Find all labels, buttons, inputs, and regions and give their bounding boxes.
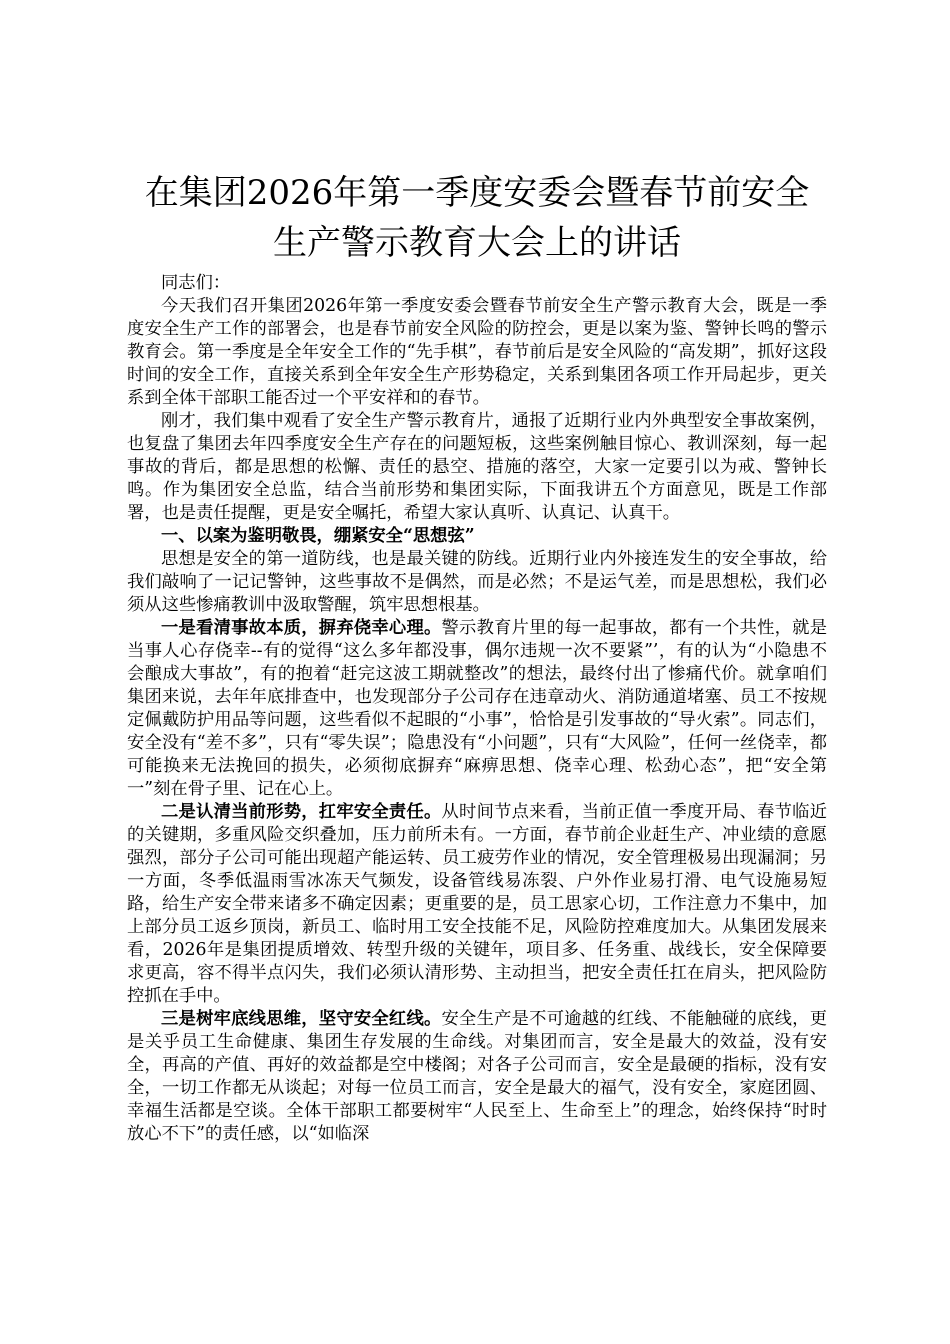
paragraph-point-2 [127, 801, 827, 1008]
document-body [127, 272, 827, 1146]
document-title [127, 168, 827, 268]
point-3-text: 安全生产是不可逾越的红线、不能触碰的底线，更是关乎员工生命健康、集团生存发展的生命线。对集团而言，安全是最大的效益，没有安全，再高的产值、再好的效益都是空中楼阁；对各子公司而言，安全是最硬的指标，没有安全，一切工作都无从谈起；对每一位员工而言，安全是最大的福气，没有安全，家庭团圆、幸福生活都是空谈。全体干部职工都要树牢“人民至上、生命至上”的理念，始终保持“时时放心不下”的责任感，以“如临深 [127, 1009, 827, 1144]
document-page [127, 168, 827, 1146]
paragraph-point-1 [127, 617, 827, 801]
point-1-text: 警示教育片里的每一起事故，都有一个共性，就是当事人心存侥幸--有的觉得“这么多年都没事，偶尔违规一次不要紧”’，有的认为“小隐患不会酿成大事故”，有的抱着“赶完这波工期就整改”的想法，最终付出了惨痛代价。就拿咱们集团来说，去年年底排查中，也发现部分子公司存在违章动火、消防通道堵塞、员工不按规定佩戴防护用品等问题，这些看似不起眼的“小事”，恰恰是引发事故的“导火索”。同志们，安全没有“差不多”，只有“零失误”；隐患没有“小问题”，只有“大风险”，任何一丝侥幸，都可能换来无法挽回的损失，必须彻底摒弃“麻痹思想、侥幸心理、松劲心态”，把“安全第一”刻在骨子里、记在心上。 [127, 618, 827, 799]
point-1-lead: 一是看清事故本质，摒弃侥幸心理。 [161, 618, 442, 638]
paragraph-intro: 今天我们召开集团2026年第一季度安委会暨春节前安全生产警示教育大会，既是一季度安全生产工作的部署会，也是春节前安全风险的防控会，更是以案为鉴、警钟长鸣的警示教育会。第一季度是全年安全工作的“先手棋”，春节前后是安全风险的“高发期”，抓好这段时间的安全工作，直接关系到全年安全生产形势稳定，关系到集团各项工作开局起步，更关系到全体干部职工能否过一个平安祥和的春节。 [127, 296, 827, 408]
point-2-lead: 二是认清当前形势，扛牢安全责任。 [161, 802, 442, 822]
title-line-1: 在集团2026年第一季度安委会暨春节前安全 [144, 173, 810, 213]
point-3-lead: 三是树牢底线思维，坚守安全红线。 [161, 1009, 442, 1029]
paragraph-point-3 [127, 1008, 827, 1146]
point-2-text: 从时间节点来看，当前正值一季度开局、春节临近的关键期，多重风险交织叠加，压力前所未有。一方面，春节前企业赶生产、冲业绩的意愿强烈，部分子公司可能出现超产能运转、员工疲劳作业的情况，安全管理极易出现漏洞；另一方面，冬季低温雨雪冰冻天气频发，设备管线易冻裂、户外作业易打滑、电气设施易短路，给生产安全带来诸多不确定因素；更重要的是，员工思家心切，工作注意力不集中，加上部分员工返乡顶岗，新员工、临时用工安全技能不足，风险防控难度加大。从集团发展来看，2026年是集团提质增效、转型升级的关键年，项目多、任务重、战线长，安全保障要求更高，容不得半点闪失，我们必须认清形势、主动担当，把安全责任扛在肩头，把风险防控抓在手中。 [127, 802, 827, 1006]
section-heading-1: 一、以案为鉴明敬畏，绷紧安全“思想弦” [161, 526, 475, 546]
salutation: 同志们： [161, 273, 231, 293]
paragraph-section-1-intro: 思想是安全的第一道防线，也是最关键的防线。近期行业内外接连发生的安全事故，给我们敲响了一记记警钟，这些事故不是偶然，而是必然；不是运气差，而是思想松，我们必须从这些惨痛教训中汲取警醒，筑牢思想根基。 [127, 549, 827, 615]
title-line-2: 生产警示教育大会上的讲话 [273, 223, 681, 263]
paragraph-context: 刚才，我们集中观看了安全生产警示教育片，通报了近期行业内外典型安全事故案例，也复盘了集团去年四季度安全生产存在的问题短板，这些案例触目惊心、教训深刻，每一起事故的背后，都是思想的松懈、责任的悬空、措施的落空，大家一定要引以为戒、警钟长鸣。作为集团安全总监，结合当前形势和集团实际，下面我讲五个方面意见，既是工作部署，也是责任提醒，更是安全嘱托，希望大家认真听、认真记、认真干。 [127, 411, 827, 523]
